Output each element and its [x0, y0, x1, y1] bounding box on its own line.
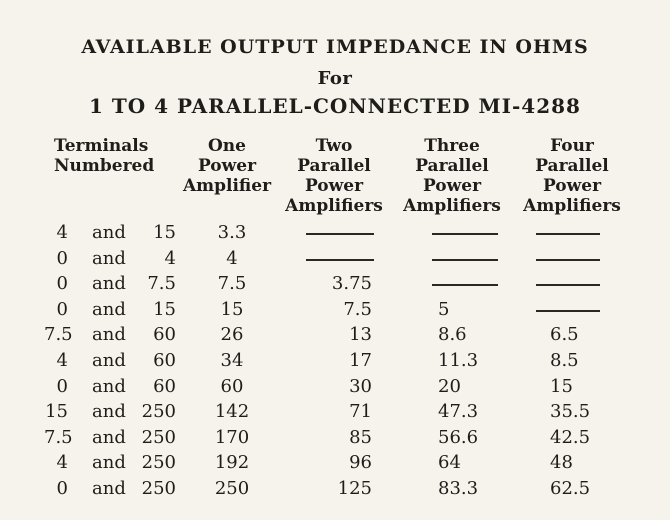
cell-and: and [92, 273, 126, 295]
empty-value-dash [432, 284, 498, 286]
table-row [0, 376, 670, 402]
cell-four: 35.5 [550, 401, 591, 423]
cell-two: 17 [349, 350, 372, 371]
cell-one: 3.3 [217, 222, 247, 243]
cell-t1: 4 [56, 452, 68, 474]
cell-three: 64 [438, 452, 461, 474]
table-row [0, 401, 670, 427]
cell-three: 83.3 [438, 478, 479, 499]
cell-t1: 0 [56, 247, 68, 269]
cell-four: 48 [550, 452, 573, 474]
cell-and: and [92, 222, 126, 243]
cell-t2: 4 [164, 247, 176, 269]
empty-value-dash [536, 310, 600, 312]
cell-and: and [92, 298, 126, 320]
cell-t1: 15 [45, 401, 68, 423]
empty-value-dash [306, 233, 374, 235]
cell-t2: 60 [153, 375, 176, 397]
cell-four: 6.5 [550, 324, 579, 346]
cell-t2: 250 [141, 401, 176, 423]
cell-four: 8.5 [550, 350, 579, 371]
cell-t1: 7.5 [44, 324, 73, 346]
title-line-2: For [317, 68, 353, 89]
cell-t2: 15 [153, 298, 176, 320]
column-header-three-amplifiers: Three Parallel Power Amplifiers [403, 136, 501, 216]
cell-t2: 60 [153, 324, 176, 346]
cell-two: 71 [349, 401, 372, 423]
cell-t1: 0 [56, 298, 68, 320]
column-header-four-amplifiers: Four Parallel Power Amplifiers [523, 136, 621, 216]
cell-t2: 250 [141, 452, 176, 474]
title-line-1: AVAILABLE OUTPUT IMPEDANCE IN OHMS [81, 36, 589, 58]
empty-value-dash [432, 233, 498, 235]
cell-three: 56.6 [438, 426, 479, 448]
cell-two: 7.5 [343, 298, 372, 320]
cell-two: 13 [349, 324, 372, 346]
cell-one: 170 [214, 426, 250, 448]
cell-three: 8.6 [438, 324, 467, 346]
table-row [0, 273, 670, 299]
column-header-one-amplifier: One Power Amplifier [182, 136, 272, 196]
cell-one: 15 [220, 298, 244, 320]
cell-one: 7.5 [217, 273, 247, 295]
column-header-terminals: Terminals Numbered [54, 136, 155, 176]
empty-value-dash [536, 284, 600, 286]
cell-t1: 0 [56, 273, 68, 295]
empty-value-dash [536, 259, 600, 261]
cell-t2: 250 [141, 426, 176, 448]
cell-and: and [92, 247, 126, 269]
cell-one: 26 [220, 324, 244, 346]
cell-t1: 4 [56, 350, 68, 371]
empty-value-dash [536, 233, 600, 235]
cell-two: 30 [349, 375, 372, 397]
column-header-two-amplifiers: Two Parallel Power Amplifiers [285, 136, 383, 216]
cell-t1: 4 [56, 222, 68, 243]
cell-t1: 0 [56, 478, 68, 499]
cell-t2: 15 [153, 222, 176, 243]
cell-three: 5 [438, 298, 450, 320]
cell-t2: 7.5 [147, 273, 176, 295]
cell-and: and [92, 452, 126, 474]
cell-and: and [92, 478, 126, 499]
cell-three: 20 [438, 375, 461, 397]
cell-four: 62.5 [550, 478, 591, 499]
cell-two: 96 [349, 452, 372, 474]
cell-t1: 7.5 [44, 426, 73, 448]
title-line-3: 1 TO 4 PARALLEL-CONNECTED MI-4288 [89, 94, 581, 118]
cell-one: 34 [220, 350, 244, 371]
cell-two: 3.75 [331, 273, 372, 295]
cell-two: 85 [349, 426, 372, 448]
empty-value-dash [432, 259, 498, 261]
table-row [0, 452, 670, 478]
cell-one: 4 [226, 247, 238, 269]
cell-two: 125 [337, 478, 372, 499]
table-row [0, 427, 670, 453]
cell-and: and [92, 350, 126, 371]
table-row [0, 222, 670, 248]
cell-three: 11.3 [438, 350, 479, 371]
cell-and: and [92, 426, 126, 448]
cell-one: 192 [214, 452, 250, 474]
cell-and: and [92, 401, 126, 423]
cell-t2: 60 [153, 350, 176, 371]
table-row [0, 299, 670, 325]
empty-value-dash [306, 259, 374, 261]
cell-t1: 0 [56, 375, 68, 397]
cell-one: 60 [220, 375, 244, 397]
table-row [0, 350, 670, 376]
cell-four: 42.5 [550, 426, 591, 448]
cell-t2: 250 [141, 478, 176, 499]
table-row [0, 324, 670, 350]
cell-three: 47.3 [438, 401, 479, 423]
table-row [0, 248, 670, 274]
cell-one: 250 [214, 478, 250, 499]
cell-one: 142 [214, 401, 250, 423]
cell-and: and [92, 324, 126, 346]
cell-and: and [92, 375, 126, 397]
table-row [0, 478, 670, 504]
cell-four: 15 [550, 375, 573, 397]
